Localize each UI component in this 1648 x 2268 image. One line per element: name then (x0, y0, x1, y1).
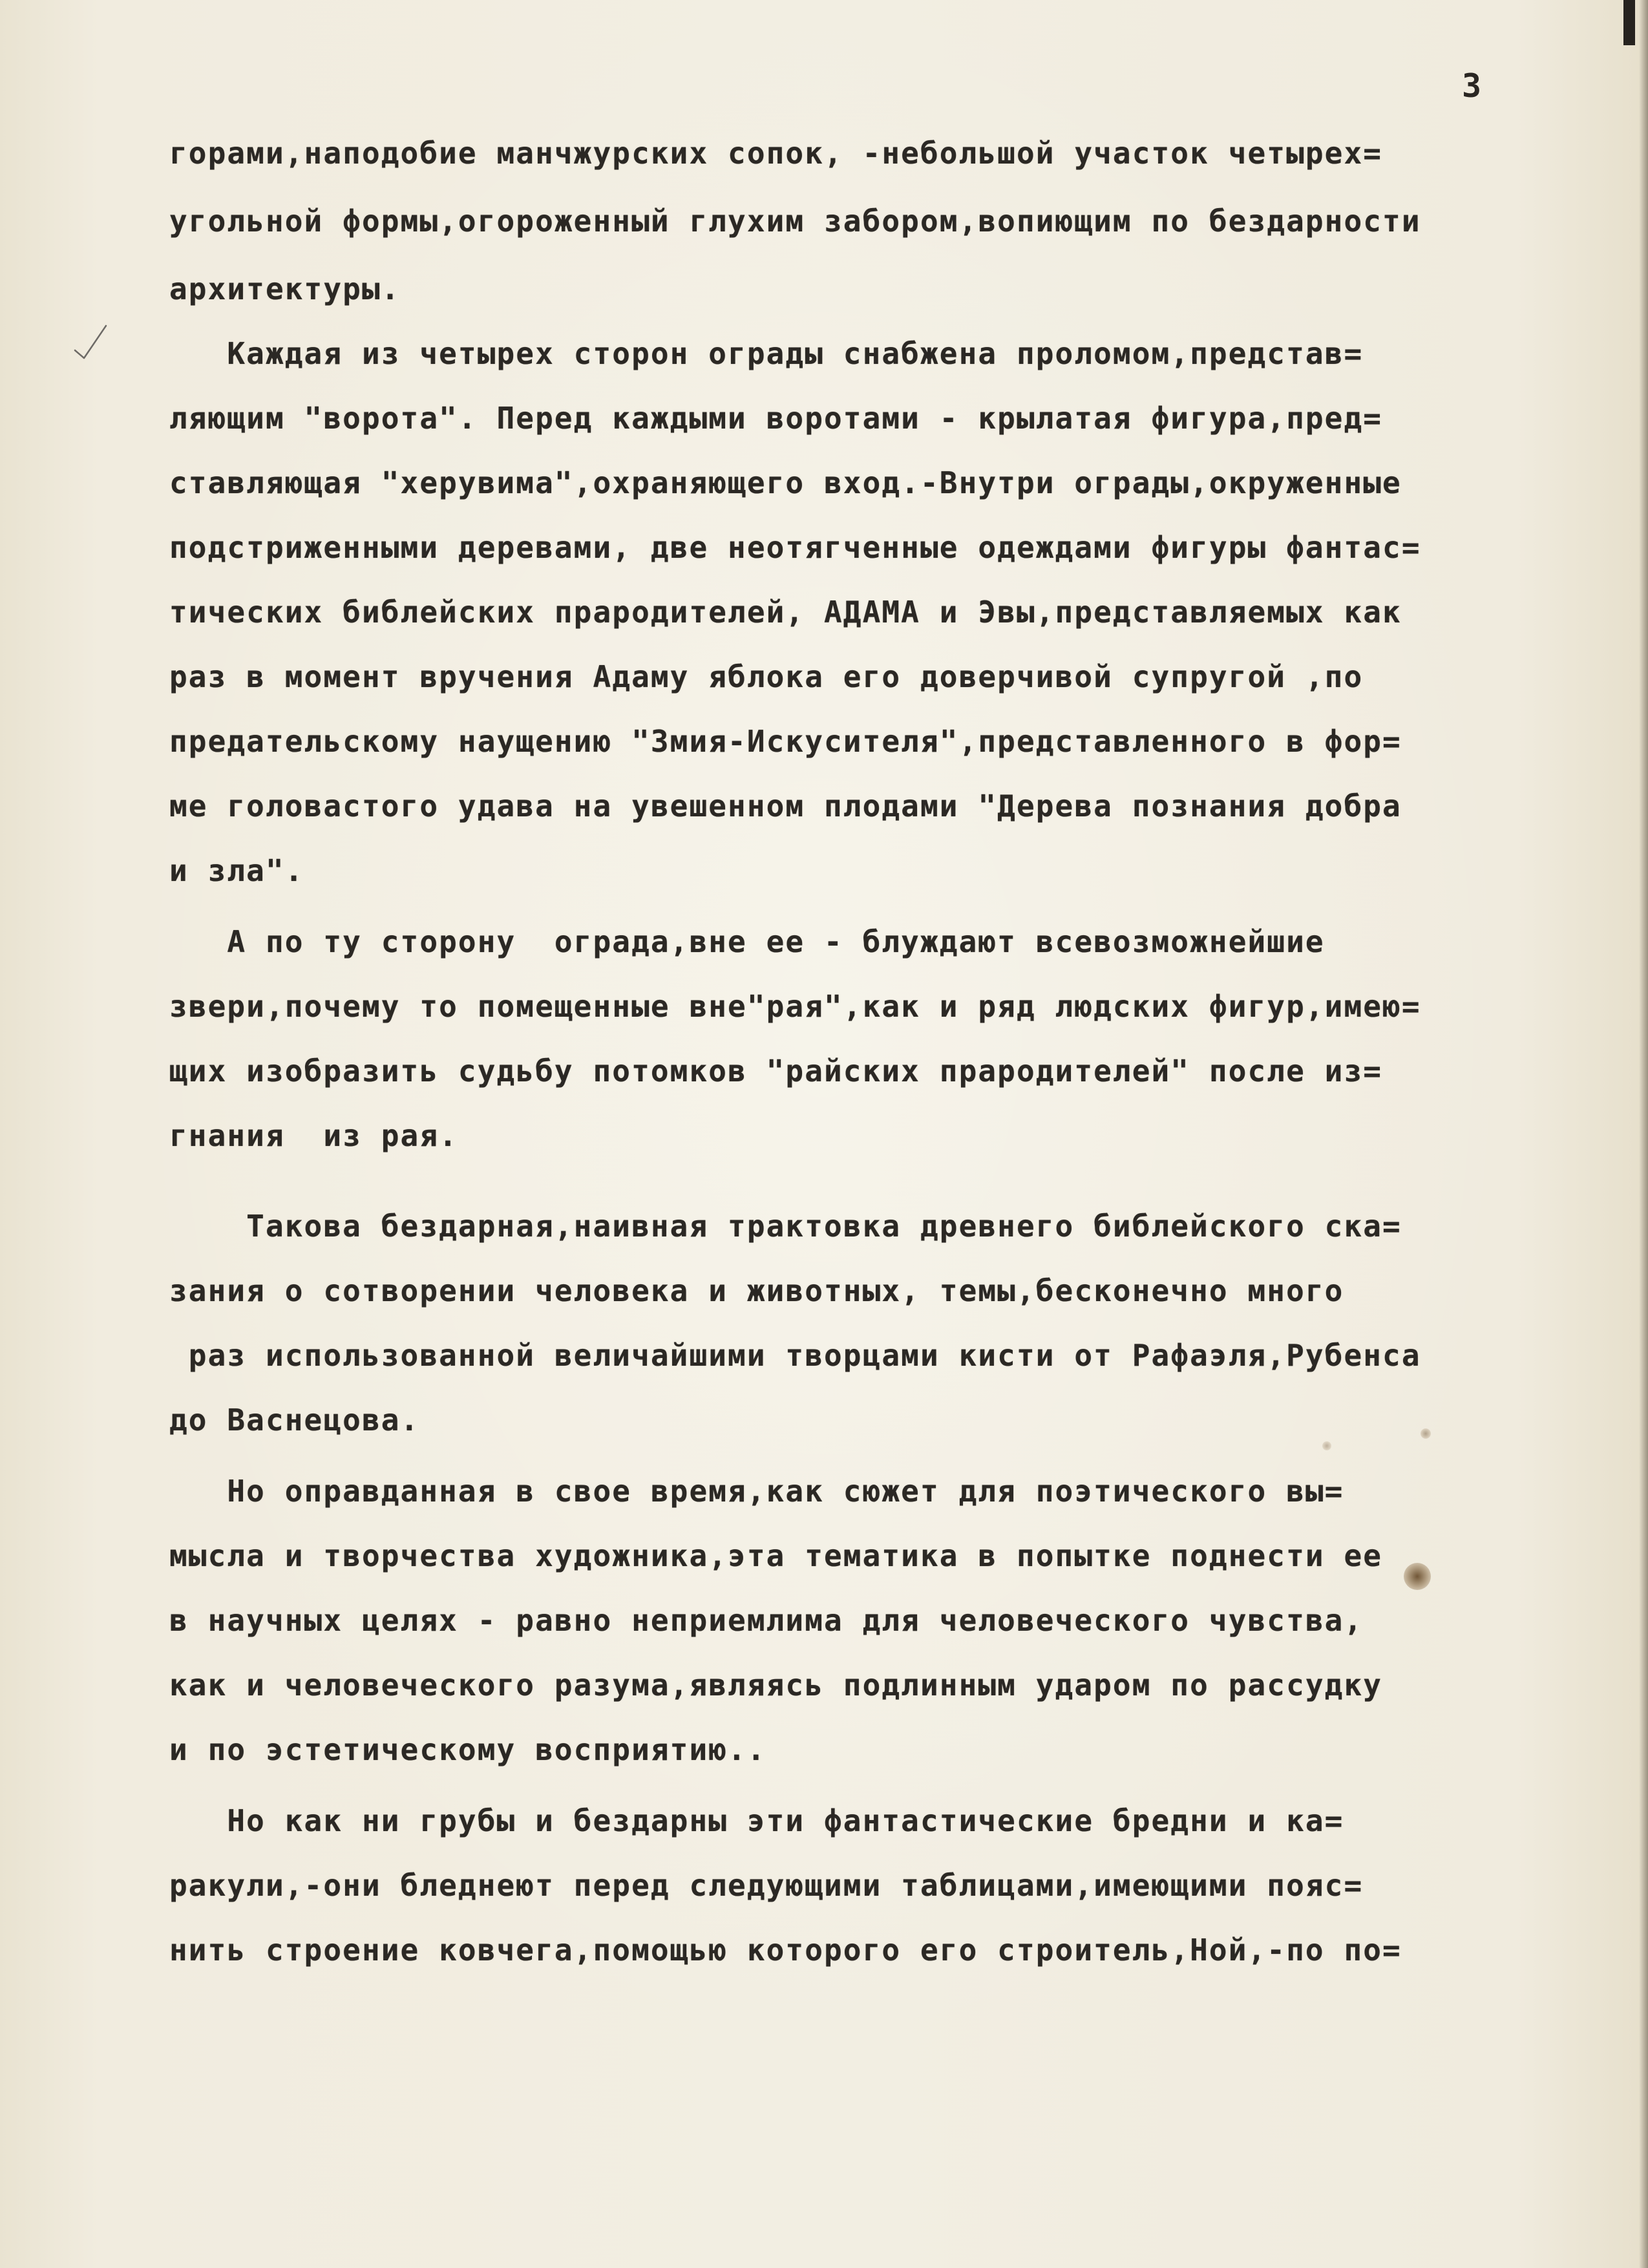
text-line: ляющим "ворота". Перед каждыми воротами - крылатая фигура,пред= (169, 401, 1383, 436)
text-line: мысла и творчества художника,эта тематика в попытке поднести ее (169, 1538, 1383, 1573)
text-line: Но как ни грубы и бездарны эти фантастические бредни и ка= (169, 1803, 1344, 1838)
text-line: горами,наподобие манчжурских сопок, -небольшой участок четырех= (169, 136, 1383, 171)
text-line: Такова бездарная,наивная трактовка древнего библейского ска= (169, 1209, 1402, 1244)
text-line: ставляющая "херувима",охраняющего вход.-Внутри ограды,окруженные (169, 465, 1402, 500)
text-line: гнания из рая. (169, 1118, 458, 1153)
text-line: до Васнецова. (169, 1403, 420, 1437)
text-line: в научных целях - равно неприемлима для человеческого чувства, (169, 1603, 1364, 1638)
text-line: как и человеческого разума,являясь подлинным ударом по рассудку (169, 1668, 1383, 1702)
text-line: и зла". (169, 853, 304, 888)
text-line: подстриженными деревами, две неотягченные одеждами фигуры фантас= (169, 530, 1421, 565)
text-line: предательскому наущению "Змия-Искусителя",представленного в фор= (169, 724, 1402, 759)
text-line: щих изобразить судьбу потомков "райских прародителей" после из= (169, 1054, 1383, 1088)
text-line: А по ту сторону ограда,вне ее - блуждают всевозможнейшие (169, 924, 1325, 959)
text-line: раз в момент вручения Адаму яблока его доверчивой супругой ,по (169, 659, 1364, 694)
text-line: раз использованной величайшими творцами кисти от Рафаэля,Рубенса (169, 1338, 1421, 1373)
text-line: архитектуры. (169, 271, 401, 306)
text-line: угольной формы,огороженный глухим забором,вопиющим по бездарности (169, 204, 1421, 238)
margin-check-mark (72, 322, 111, 361)
paper-edge-shadow (1639, 0, 1648, 2268)
ink-stain (1404, 1563, 1431, 1590)
page-number: 3 (1462, 67, 1482, 105)
text-line: зания о сотворении человека и животных, темы,бесконечно много (169, 1273, 1344, 1308)
text-line: ракули,-они бледнеют перед следующими таблицами,имеющими пояс= (169, 1868, 1364, 1903)
text-line: звери,почему то помещенные вне"рая",как и ряд людских фигур,имею= (169, 989, 1421, 1024)
text-line: и по эстетическому восприятию.. (169, 1732, 766, 1767)
text-line: тических библейских прародителей, АДАМА и Эвы,представляемых как (169, 595, 1402, 630)
ink-stain (1322, 1441, 1331, 1450)
text-line: ме головастого удава на увешенном плодами "Дерева познания добра (169, 789, 1402, 823)
text-line: нить строение ковчега,помощью которого его строитель,Ной,-по по= (169, 1933, 1402, 1967)
text-line: Каждая из четырех сторон ограды снабжена проломом,представ= (169, 336, 1364, 371)
corner-mark (1623, 0, 1635, 45)
text-line: Но оправданная в свое время,как сюжет для поэтического вы= (169, 1474, 1344, 1509)
ink-stain (1421, 1428, 1431, 1439)
